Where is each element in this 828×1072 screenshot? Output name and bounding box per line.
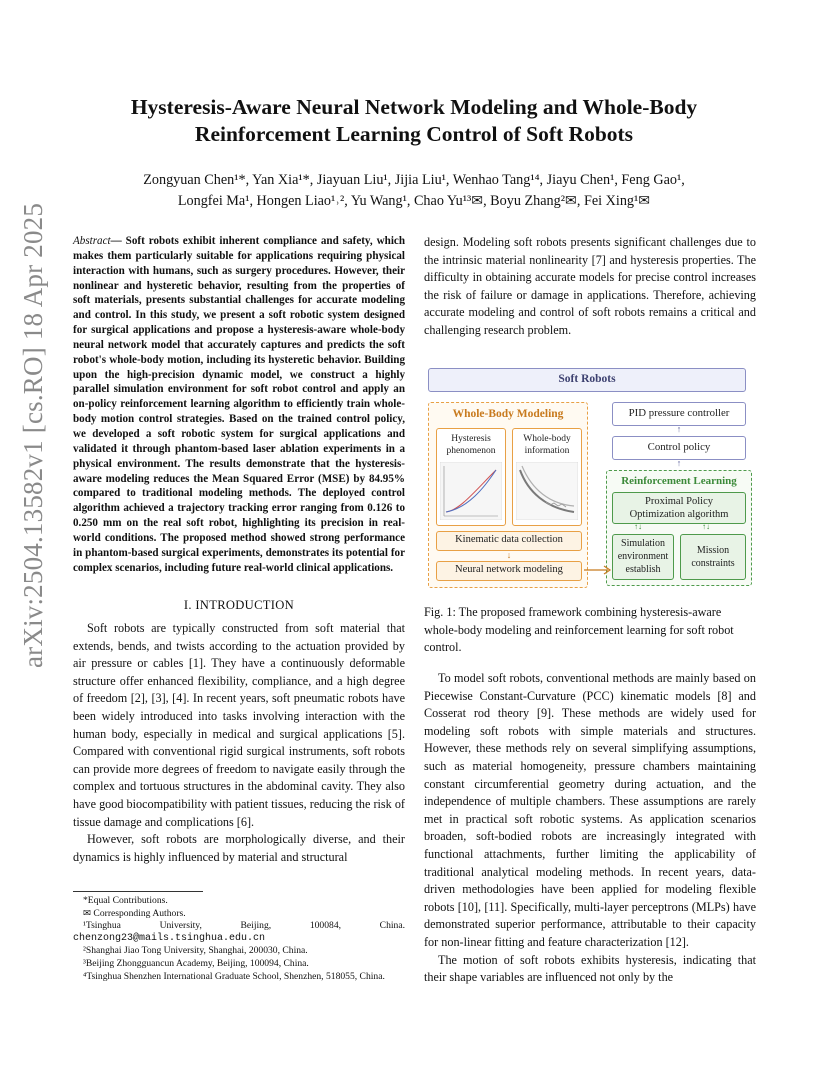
mission-label [680,544,746,570]
intro-paragraph-1: Soft robots are typically constructed from soft material that extends, bends, and twists according to the actuation provided by air pressure or cables [1]. They have a continuously deformable structure offer enhanced flexibility, compliance, and a high degree of freedom [2], [3], [4]. In recent years, soft pneumatic robots have been widely introduced into tasks involving interaction with the human body, especially in medical and surgical applications [5]. Compared with conventional rigid surgical instruments, soft robots can provide more degrees of freedom to navigate easily through the complex and tortuous structures in the abdominal cavity. They also have good biocompatibility with patient tissues, reducing the risk of tissue damage and complications [6]. [73,621,405,829]
simulation-label [612,537,674,576]
right-column-body [424,670,756,987]
hysteresis-curve-thumbnail [440,462,502,520]
right-paragraph-1: To model soft robots, conventional methods are mainly based on Piecewise Constant-Curvature (PCC) kinematic models [8] and Cosserat rod theory [9]. These methods are widely used for modeling soft robots with simple materials and structures. However, these methods rely on several simplifying assumptions, such as material homogeneity, pressure chambers maintaining constant circumferential geometry during actuation, and the independence of multiple chambers. These assumptions are rarely met in practical soft robotic systems. As application scenarios broaden, soft-bodied robots are increasingly integrated with functional attachments, further limiting the applicability of traditional analytical modeling methods. In recent years, data-driven methodologies have been applied for modeling flexible robots [10], [11]. Specifically, multi-layer perceptrons (MLPs) have demonstrated superior performance, attributable to their capacity for non-linear fitting and feature characterization [12]. [424,671,756,949]
section-heading-introduction: I. INTRODUCTION [183,598,295,612]
hysteresis-label [436,433,506,457]
paper-title [60,94,768,148]
pid-label: PID pressure controller [628,407,730,419]
introduction-text [73,620,405,866]
hysteresis-label-line-1: Hysteresis [451,434,491,444]
footnote-affiliation-4: ⁴Tsinghua Shenzhen International Graduate School, Shenzhen, 518055, China. [83,970,385,982]
right-column-intro-continued: design. Modeling soft robots presents significant challenges due to the intrinsic material nonlinearity [7] and hysteresis properties. The difficulty in obtaining accurate models for precise control increases the risk of failure or damage in applications. Therefore, achieving accurate modeling and control of soft robots remains a critical and challenging research problem. [424,235,756,337]
up-arrow-icon-2: ↑ [676,458,682,468]
soft-robots-label: Soft Robots [558,373,616,385]
author-list [70,170,758,212]
title-line-2: Reinforcement Learning Control of Soft Robots [194,122,634,146]
right-arrow-icon [582,564,612,576]
bidirectional-arrow-icon: ↑↓ [634,522,642,531]
right-paragraph-2: The motion of soft robots exhibits hysteresis, indicating that their shape variables are influenced not only by the [424,952,756,985]
up-arrow-icon: ↑ [676,424,682,434]
mission-label-line-2: constraints [691,558,735,569]
robot-shape-thumbnail [516,462,578,520]
down-arrow-icon: ↓ [506,550,512,560]
simulation-label-line-2: environment [617,551,669,562]
abstract [73,234,405,575]
footnote-divider [73,891,203,892]
simulation-label-line-1: Simulation [621,538,665,549]
whole-body-info-label-line-1: Whole-body [523,434,571,444]
title-line-1: Hysteresis-Aware Neural Network Modeling and Whole-Body [130,95,698,119]
ppo-label [612,495,746,521]
bidirectional-arrow-icon-2: ↑↓ [702,522,710,531]
rl-label: Reinforcement Learning [621,475,737,487]
mission-label-line-1: Mission [696,545,730,556]
hysteresis-label-line-2: phenomenon [446,446,496,456]
ppo-label-line-2: Optimization algorithm [629,509,729,520]
abstract-lead: Abstract [73,235,111,247]
whole-body-modeling-label: Whole-Body Modeling [452,408,564,420]
whole-body-info-label-line-2: information [524,446,570,456]
simulation-label-line-3: establish [625,564,661,575]
footnote-affiliation-1: ¹Tsinghua University, Beijing, 100084, China. [83,920,405,932]
ppo-label-line-1: Proximal Policy [645,496,713,507]
arxiv-id-text: arXiv:2504.13582v1 [cs.RO] 18 Apr 2025 [18,202,48,668]
figure-1-framework-diagram [428,368,756,590]
whole-body-info-label [512,433,582,457]
footnote-affiliation-2: ²Shanghai Jiao Tong University, Shanghai, 200030, China. [83,945,308,957]
figure-caption: Fig. 1: The proposed framework combining hysteresis-aware whole-body modeling and reinforcement learning for soft robot control. [424,605,734,655]
arxiv-identifier [18,202,48,688]
intro-paragraph-2: However, soft robots are morphologically diverse, and their dynamics is highly influenced by material and structural [73,832,405,864]
footnotes [73,895,405,983]
footnote-email: chenzong23@mails.tsinghua.edu.cn [73,932,266,944]
footnote-equal: *Equal Contributions. [83,895,168,906]
footnote-corresponding: ✉ Corresponding Authors. [83,907,186,919]
authors-line-2: Longfei Ma¹, Hongen Liao¹˒², Yu Wang¹, Chao Yu¹³✉, Boyu Zhang²✉, Fei Xing¹✉ [177,193,651,209]
authors-line-1: Zongyuan Chen¹*, Yan Xia¹*, Jiayuan Liu¹, Jijia Liu¹, Wenhao Tang¹⁴, Jiayu Chen¹, Feng Gao¹, [143,172,685,188]
neural-label: Neural network modeling [455,564,563,575]
footnote-affiliation-3: ³Beijing Zhongguancun Academy, Beijing, 100094, China. [83,957,309,969]
kinematic-label: Kinematic data collection [455,534,563,545]
abstract-body: — Soft robots exhibit inherent compliance and safety, which makes them particularly suitable for applications requiring physical interaction with humans, such as surgery procedures. However, their nonlinear and hysteretic behavior, resulting from the properties of soft materials, presents substantial challenges for accurate modeling and control. In this study, we present a soft robotic system designed for surgical applications and propose a hysteresis-aware whole-body neural network model that accurately captures and predicts the soft robot's whole-body motion, including its hysteretic behavior. Building upon the high-precision dynamic model, we construct a highly parallel simulation environment for soft robot control and apply an on-policy reinforcement learning algorithm to efficiently train whole-body motion control strategies. Based on the trained control policy, we developed a soft robotic system for surgical applications and validated it through phantom-based laser ablation experiments in a physical environment. The results demonstrate that the hysteresis-aware modeling reduces the Mean Squared Error (MSE) by 84.95% compared to traditional modeling methods. The deployed control algorithm achieved a trajectory tracking error ranging from 0.126 to 0.250 mm on the real soft robot, highlighting its precision in real-world conditions. The proposed method showed strong performance in phantom-based surgical experiments, demonstrates its potential for complex scenarios, including future real-world clinical applications. [73,235,405,574]
control-policy-label: Control policy [647,441,711,453]
